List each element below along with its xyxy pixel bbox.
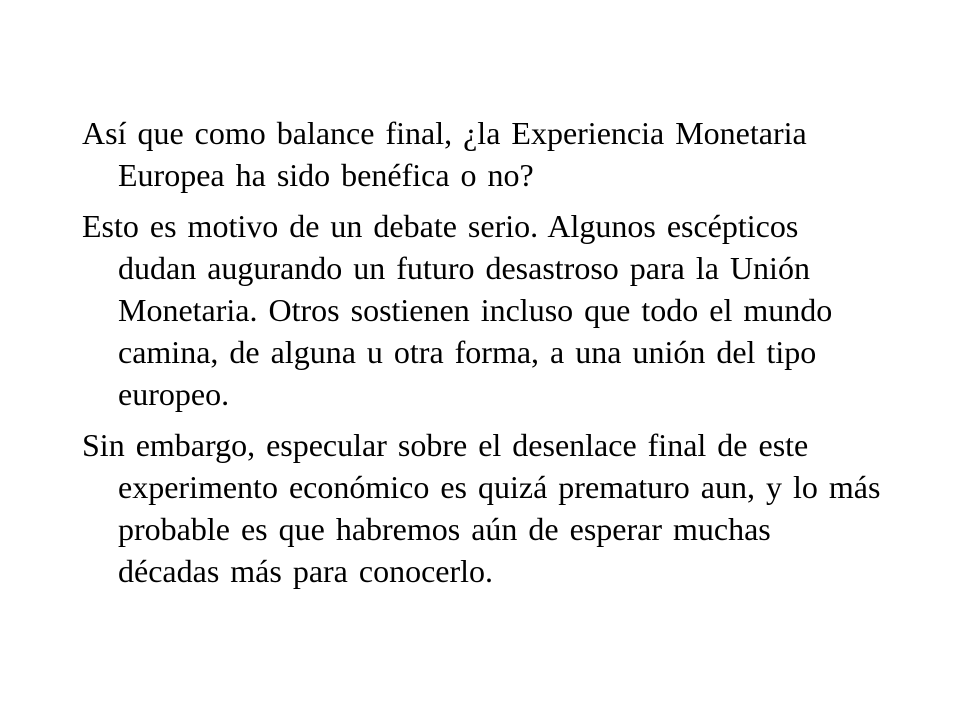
paragraph-conclusion: Sin embargo, especular sobre el desenlace final de este experimento económico es quizá prematuro aun, y lo más probable es que habremos aún de esperar muchas décadas más para conocerlo. — [82, 427, 881, 589]
paragraph-debate: Esto es motivo de un debate serio. Algunos escépticos dudan augurando un futuro desastroso para la Unión Monetaria. Otros sostienen incluso que todo el mundo camina, de alguna u otra forma, a una unión del tipo europeo. — [82, 208, 833, 412]
paragraph-balance-question: Así que como balance final, ¿la Experiencia Monetaria Europea ha sido benéfica o no? — [82, 115, 807, 193]
body-text — [82, 112, 882, 592]
